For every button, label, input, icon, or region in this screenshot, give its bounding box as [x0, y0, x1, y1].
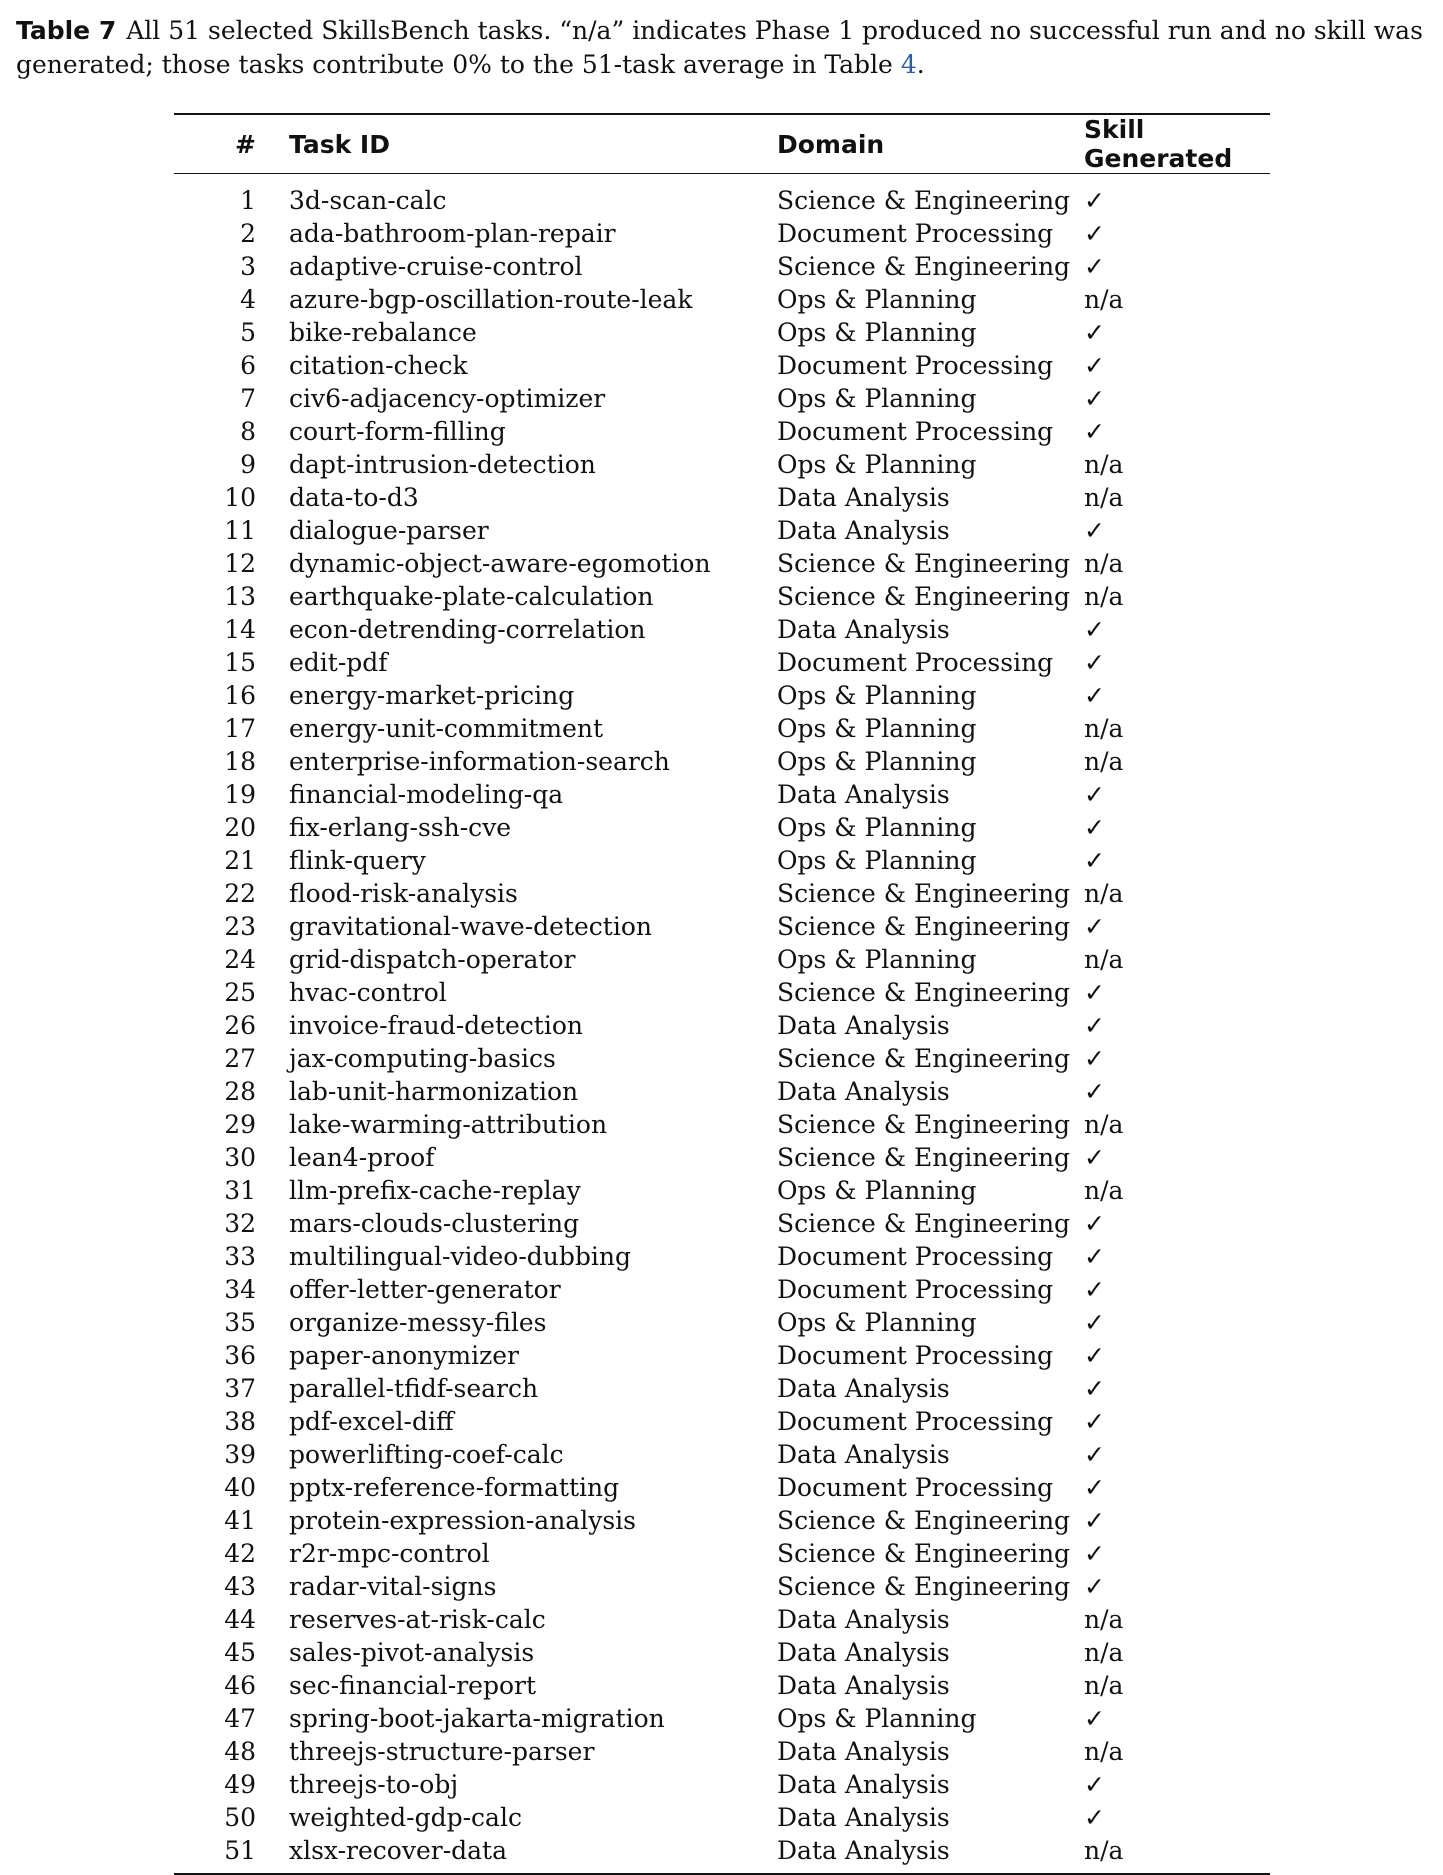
task-id: financial-modeling-qa [289, 780, 564, 809]
task-id: dialogue-parser [289, 516, 489, 545]
task-number: 29 [224, 1110, 256, 1139]
task-number: 32 [224, 1209, 256, 1238]
task-domain: Science & Engineering [777, 582, 1071, 611]
skill-generated: n/a [1084, 714, 1124, 743]
task-domain: Data Analysis [777, 516, 950, 545]
task-domain: Science & Engineering [777, 879, 1071, 908]
task-domain: Science & Engineering [777, 1209, 1071, 1238]
table-row [174, 580, 1270, 613]
task-id: sales-pivot-analysis [289, 1638, 535, 1667]
task-id: econ-detrending-correlation [289, 615, 646, 644]
task-number: 12 [224, 549, 256, 578]
table-row [174, 349, 1270, 382]
skill-generated: n/a [1084, 1836, 1124, 1865]
task-id: pptx-reference-formatting [289, 1473, 620, 1502]
task-number: 7 [240, 384, 256, 413]
table-row [174, 778, 1270, 811]
task-domain: Science & Engineering [777, 186, 1071, 215]
table-row [174, 877, 1270, 910]
task-domain: Document Processing [777, 1275, 1054, 1304]
table-row [174, 1834, 1270, 1874]
task-id: lean4-proof [289, 1143, 435, 1172]
task-id: edit-pdf [289, 648, 388, 677]
table-row [174, 1009, 1270, 1042]
skill-generated: ✓ [1084, 1374, 1105, 1403]
task-id: organize-messy-files [289, 1308, 547, 1337]
task-domain: Data Analysis [777, 1605, 950, 1634]
task-number: 25 [224, 978, 256, 1007]
task-number: 10 [224, 483, 256, 512]
table-body [174, 174, 1270, 1875]
task-id: dynamic-object-aware-egomotion [289, 549, 711, 578]
task-number: 49 [224, 1770, 256, 1799]
table-row [174, 1075, 1270, 1108]
task-number: 48 [224, 1737, 256, 1766]
table-row [174, 613, 1270, 646]
table-row [174, 1042, 1270, 1075]
task-number: 22 [224, 879, 256, 908]
task-number: 20 [224, 813, 256, 842]
table-row [174, 1372, 1270, 1405]
table-row [174, 1801, 1270, 1834]
table-row [174, 1339, 1270, 1372]
table-row [174, 1603, 1270, 1636]
task-domain: Ops & Planning [777, 1308, 977, 1337]
task-domain: Data Analysis [777, 1803, 950, 1832]
task-domain: Ops & Planning [777, 1176, 977, 1205]
task-domain: Data Analysis [777, 1737, 950, 1766]
skill-generated: ✓ [1084, 1143, 1105, 1172]
task-number: 33 [224, 1242, 256, 1271]
table-reference-link[interactable]: 4 [900, 50, 917, 79]
task-domain: Data Analysis [777, 1638, 950, 1667]
task-domain: Document Processing [777, 1341, 1054, 1370]
table-row [174, 1537, 1270, 1570]
task-domain: Science & Engineering [777, 1506, 1071, 1535]
task-id: weighted-gdp-calc [289, 1803, 522, 1832]
task-number: 46 [224, 1671, 256, 1700]
skill-generated: ✓ [1084, 1473, 1105, 1502]
skill-generated: ✓ [1084, 1539, 1105, 1568]
task-number: 14 [224, 615, 256, 644]
table-row [174, 976, 1270, 1009]
skill-generated: ✓ [1084, 1407, 1105, 1436]
skill-generated: ✓ [1084, 681, 1105, 710]
task-domain: Science & Engineering [777, 1110, 1071, 1139]
table-row [174, 382, 1270, 415]
task-number: 51 [224, 1836, 256, 1865]
skill-generated: n/a [1084, 582, 1124, 611]
skill-generated: ✓ [1084, 1440, 1105, 1469]
skill-generated: ✓ [1084, 1572, 1105, 1601]
task-domain: Data Analysis [777, 483, 950, 512]
task-number: 26 [224, 1011, 256, 1040]
task-id: earthquake-plate-calculation [289, 582, 654, 611]
skill-generated: n/a [1084, 1176, 1124, 1205]
task-id: energy-market-pricing [289, 681, 575, 710]
task-number: 2 [240, 219, 256, 248]
table-row [174, 174, 1270, 218]
skill-generated: ✓ [1084, 1308, 1105, 1337]
task-id: 3d-scan-calc [289, 186, 447, 215]
task-domain: Ops & Planning [777, 318, 977, 347]
table-row [174, 1702, 1270, 1735]
task-domain: Science & Engineering [777, 549, 1071, 578]
table-row [174, 1471, 1270, 1504]
table-row [174, 1174, 1270, 1207]
task-domain: Science & Engineering [777, 1539, 1071, 1568]
task-domain: Ops & Planning [777, 945, 977, 974]
task-domain: Data Analysis [777, 1671, 950, 1700]
table-row [174, 1438, 1270, 1471]
skill-generated: ✓ [1084, 813, 1105, 842]
table-row [174, 1735, 1270, 1768]
task-number: 35 [224, 1308, 256, 1337]
table-row [174, 1108, 1270, 1141]
skill-generated: n/a [1084, 945, 1124, 974]
task-id: flink-query [289, 846, 426, 875]
table-row [174, 1504, 1270, 1537]
task-domain: Science & Engineering [777, 1143, 1071, 1172]
skill-generated: ✓ [1084, 1770, 1105, 1799]
task-domain: Ops & Planning [777, 285, 977, 314]
skill-generated: ✓ [1084, 384, 1105, 413]
table-label: Table 7 [16, 16, 117, 45]
task-number: 16 [224, 681, 256, 710]
task-number: 27 [224, 1044, 256, 1073]
task-number: 36 [224, 1341, 256, 1370]
table-row [174, 415, 1270, 448]
skill-generated: ✓ [1084, 978, 1105, 1007]
skill-generated: ✓ [1084, 516, 1105, 545]
tasks-table [174, 113, 1270, 1875]
task-number: 1 [240, 186, 256, 215]
task-id: multilingual-video-dubbing [289, 1242, 632, 1271]
task-number: 39 [224, 1440, 256, 1469]
skill-generated: n/a [1084, 483, 1124, 512]
task-id: threejs-structure-parser [289, 1737, 595, 1766]
table-row [174, 745, 1270, 778]
skill-generated: n/a [1084, 747, 1124, 776]
header-number: # [235, 129, 256, 159]
task-domain: Science & Engineering [777, 252, 1071, 281]
task-domain: Document Processing [777, 1473, 1054, 1502]
header-domain: Domain [777, 129, 885, 159]
table-row [174, 283, 1270, 316]
table-row [174, 1141, 1270, 1174]
task-id: invoice-fraud-detection [289, 1011, 584, 1040]
skill-generated: ✓ [1084, 1077, 1105, 1106]
task-id: gravitational-wave-detection [289, 912, 652, 941]
task-id: threejs-to-obj [289, 1770, 459, 1799]
task-number: 15 [224, 648, 256, 677]
task-domain: Data Analysis [777, 780, 950, 809]
table-row [174, 844, 1270, 877]
task-number: 50 [224, 1803, 256, 1832]
header-skill-generated: Skill Generated [1084, 115, 1233, 173]
skill-generated: n/a [1084, 1737, 1124, 1766]
task-domain: Data Analysis [777, 1770, 950, 1799]
task-id: data-to-d3 [289, 483, 419, 512]
task-id: dapt-intrusion-detection [289, 450, 596, 479]
task-domain: Document Processing [777, 351, 1054, 380]
task-domain: Ops & Planning [777, 846, 977, 875]
skill-generated: ✓ [1084, 219, 1105, 248]
skill-generated: ✓ [1084, 1506, 1105, 1535]
task-id: paper-anonymizer [289, 1341, 520, 1370]
task-id: radar-vital-signs [289, 1572, 497, 1601]
task-domain: Document Processing [777, 417, 1054, 446]
task-domain: Science & Engineering [777, 1044, 1071, 1073]
task-number: 47 [224, 1704, 256, 1733]
task-id: jax-computing-basics [289, 1044, 556, 1073]
skill-generated: ✓ [1084, 912, 1105, 941]
task-number: 23 [224, 912, 256, 941]
task-id: mars-clouds-clustering [289, 1209, 580, 1238]
task-domain: Ops & Planning [777, 384, 977, 413]
task-number: 45 [224, 1638, 256, 1667]
task-id: fix-erlang-ssh-cve [289, 813, 512, 842]
skill-generated: n/a [1084, 285, 1124, 314]
task-domain: Science & Engineering [777, 912, 1071, 941]
table-caption [16, 14, 1426, 82]
task-domain: Science & Engineering [777, 978, 1071, 1007]
table-row [174, 943, 1270, 976]
skill-generated: ✓ [1084, 846, 1105, 875]
skill-generated: n/a [1084, 549, 1124, 578]
task-id: adaptive-cruise-control [289, 252, 583, 281]
table-row [174, 1240, 1270, 1273]
table-row [174, 1636, 1270, 1669]
table-row [174, 679, 1270, 712]
table-row [174, 448, 1270, 481]
task-number: 6 [240, 351, 256, 380]
task-id: spring-boot-jakarta-migration [289, 1704, 665, 1733]
task-domain: Ops & Planning [777, 450, 977, 479]
task-domain: Document Processing [777, 1407, 1054, 1436]
skill-generated: ✓ [1084, 648, 1105, 677]
table-row [174, 646, 1270, 679]
skill-generated: ✓ [1084, 615, 1105, 644]
task-number: 37 [224, 1374, 256, 1403]
task-domain: Science & Engineering [777, 1572, 1071, 1601]
skill-generated: ✓ [1084, 1704, 1105, 1733]
table-row [174, 217, 1270, 250]
task-id: protein-expression-analysis [289, 1506, 636, 1535]
skill-generated: n/a [1084, 1671, 1124, 1700]
task-number: 3 [240, 252, 256, 281]
task-id: azure-bgp-oscillation-route-leak [289, 285, 693, 314]
task-id: enterprise-information-search [289, 747, 670, 776]
task-id: r2r-mpc-control [289, 1539, 490, 1568]
task-id: lake-warming-attribution [289, 1110, 608, 1139]
task-id: lab-unit-harmonization [289, 1077, 579, 1106]
skill-generated: ✓ [1084, 1341, 1105, 1370]
table-row [174, 316, 1270, 349]
task-id: reserves-at-risk-calc [289, 1605, 546, 1634]
task-number: 24 [224, 945, 256, 974]
task-id: civ6-adjacency-optimizer [289, 384, 606, 413]
table-row [174, 1570, 1270, 1603]
task-domain: Data Analysis [777, 1440, 950, 1469]
task-number: 13 [224, 582, 256, 611]
header-task-id: Task ID [289, 129, 390, 159]
task-id: powerlifting-coef-calc [289, 1440, 564, 1469]
skill-generated: ✓ [1084, 1803, 1105, 1832]
skill-generated: ✓ [1084, 417, 1105, 446]
caption-text-end: . [916, 50, 925, 79]
skill-generated: ✓ [1084, 318, 1105, 347]
task-id: court-form-filling [289, 417, 506, 446]
skill-generated: n/a [1084, 450, 1124, 479]
task-domain: Ops & Planning [777, 1704, 977, 1733]
task-number: 40 [224, 1473, 256, 1502]
task-domain: Data Analysis [777, 1836, 950, 1865]
task-number: 30 [224, 1143, 256, 1172]
task-id: offer-letter-generator [289, 1275, 561, 1304]
task-domain: Document Processing [777, 219, 1054, 248]
table-row [174, 481, 1270, 514]
skill-generated: ✓ [1084, 1209, 1105, 1238]
table-row [174, 1768, 1270, 1801]
task-id: grid-dispatch-operator [289, 945, 576, 974]
task-id: citation-check [289, 351, 468, 380]
skill-generated: n/a [1084, 1605, 1124, 1634]
task-number: 21 [224, 846, 256, 875]
task-number: 11 [224, 516, 256, 545]
task-domain: Document Processing [777, 1242, 1054, 1271]
task-id: hvac-control [289, 978, 447, 1007]
task-number: 9 [240, 450, 256, 479]
table-row [174, 547, 1270, 580]
task-id: pdf-excel-diff [289, 1407, 454, 1436]
task-number: 18 [224, 747, 256, 776]
task-id: llm-prefix-cache-replay [289, 1176, 581, 1205]
skill-generated: ✓ [1084, 252, 1105, 281]
task-number: 41 [224, 1506, 256, 1535]
skill-generated: ✓ [1084, 780, 1105, 809]
table-row [174, 1669, 1270, 1702]
task-number: 44 [224, 1605, 256, 1634]
caption-text: All 51 selected SkillsBench tasks. “n/a” indicates Phase 1 produced no successful run and no skill was generated; those tasks contribute 0% to the 51-task average in Table [16, 16, 1423, 79]
task-number: 5 [240, 318, 256, 347]
table-row [174, 250, 1270, 283]
skill-generated: ✓ [1084, 186, 1105, 215]
task-domain: Ops & Planning [777, 714, 977, 743]
task-id: sec-financial-report [289, 1671, 536, 1700]
task-domain: Data Analysis [777, 615, 950, 644]
task-number: 4 [240, 285, 256, 314]
task-id: xlsx-recover-data [289, 1836, 508, 1865]
skill-generated: n/a [1084, 1110, 1124, 1139]
skill-generated: ✓ [1084, 1242, 1105, 1271]
task-number: 17 [224, 714, 256, 743]
task-domain: Ops & Planning [777, 681, 977, 710]
task-domain: Data Analysis [777, 1374, 950, 1403]
table-row [174, 514, 1270, 547]
task-domain: Document Processing [777, 648, 1054, 677]
task-number: 38 [224, 1407, 256, 1436]
skill-generated: ✓ [1084, 1044, 1105, 1073]
task-domain: Data Analysis [777, 1011, 950, 1040]
task-id: flood-risk-analysis [289, 879, 518, 908]
task-domain: Data Analysis [777, 1077, 950, 1106]
table-row [174, 712, 1270, 745]
table-row [174, 1306, 1270, 1339]
skill-generated: ✓ [1084, 351, 1105, 380]
table-header-row [174, 114, 1270, 174]
table-row [174, 1405, 1270, 1438]
task-number: 19 [224, 780, 256, 809]
table-row [174, 910, 1270, 943]
task-domain: Ops & Planning [777, 813, 977, 842]
table-row [174, 1273, 1270, 1306]
task-number: 8 [240, 417, 256, 446]
task-id: ada-bathroom-plan-repair [289, 219, 616, 248]
task-number: 31 [224, 1176, 256, 1205]
table-row [174, 811, 1270, 844]
task-domain: Ops & Planning [777, 747, 977, 776]
skill-generated: ✓ [1084, 1275, 1105, 1304]
task-id: energy-unit-commitment [289, 714, 604, 743]
task-number: 28 [224, 1077, 256, 1106]
task-number: 34 [224, 1275, 256, 1304]
task-number: 42 [224, 1539, 256, 1568]
task-number: 43 [224, 1572, 256, 1601]
skill-generated: ✓ [1084, 1011, 1105, 1040]
skill-generated: n/a [1084, 1638, 1124, 1667]
table-row [174, 1207, 1270, 1240]
skill-generated: n/a [1084, 879, 1124, 908]
task-id: bike-rebalance [289, 318, 477, 347]
task-id: parallel-tfidf-search [289, 1374, 539, 1403]
